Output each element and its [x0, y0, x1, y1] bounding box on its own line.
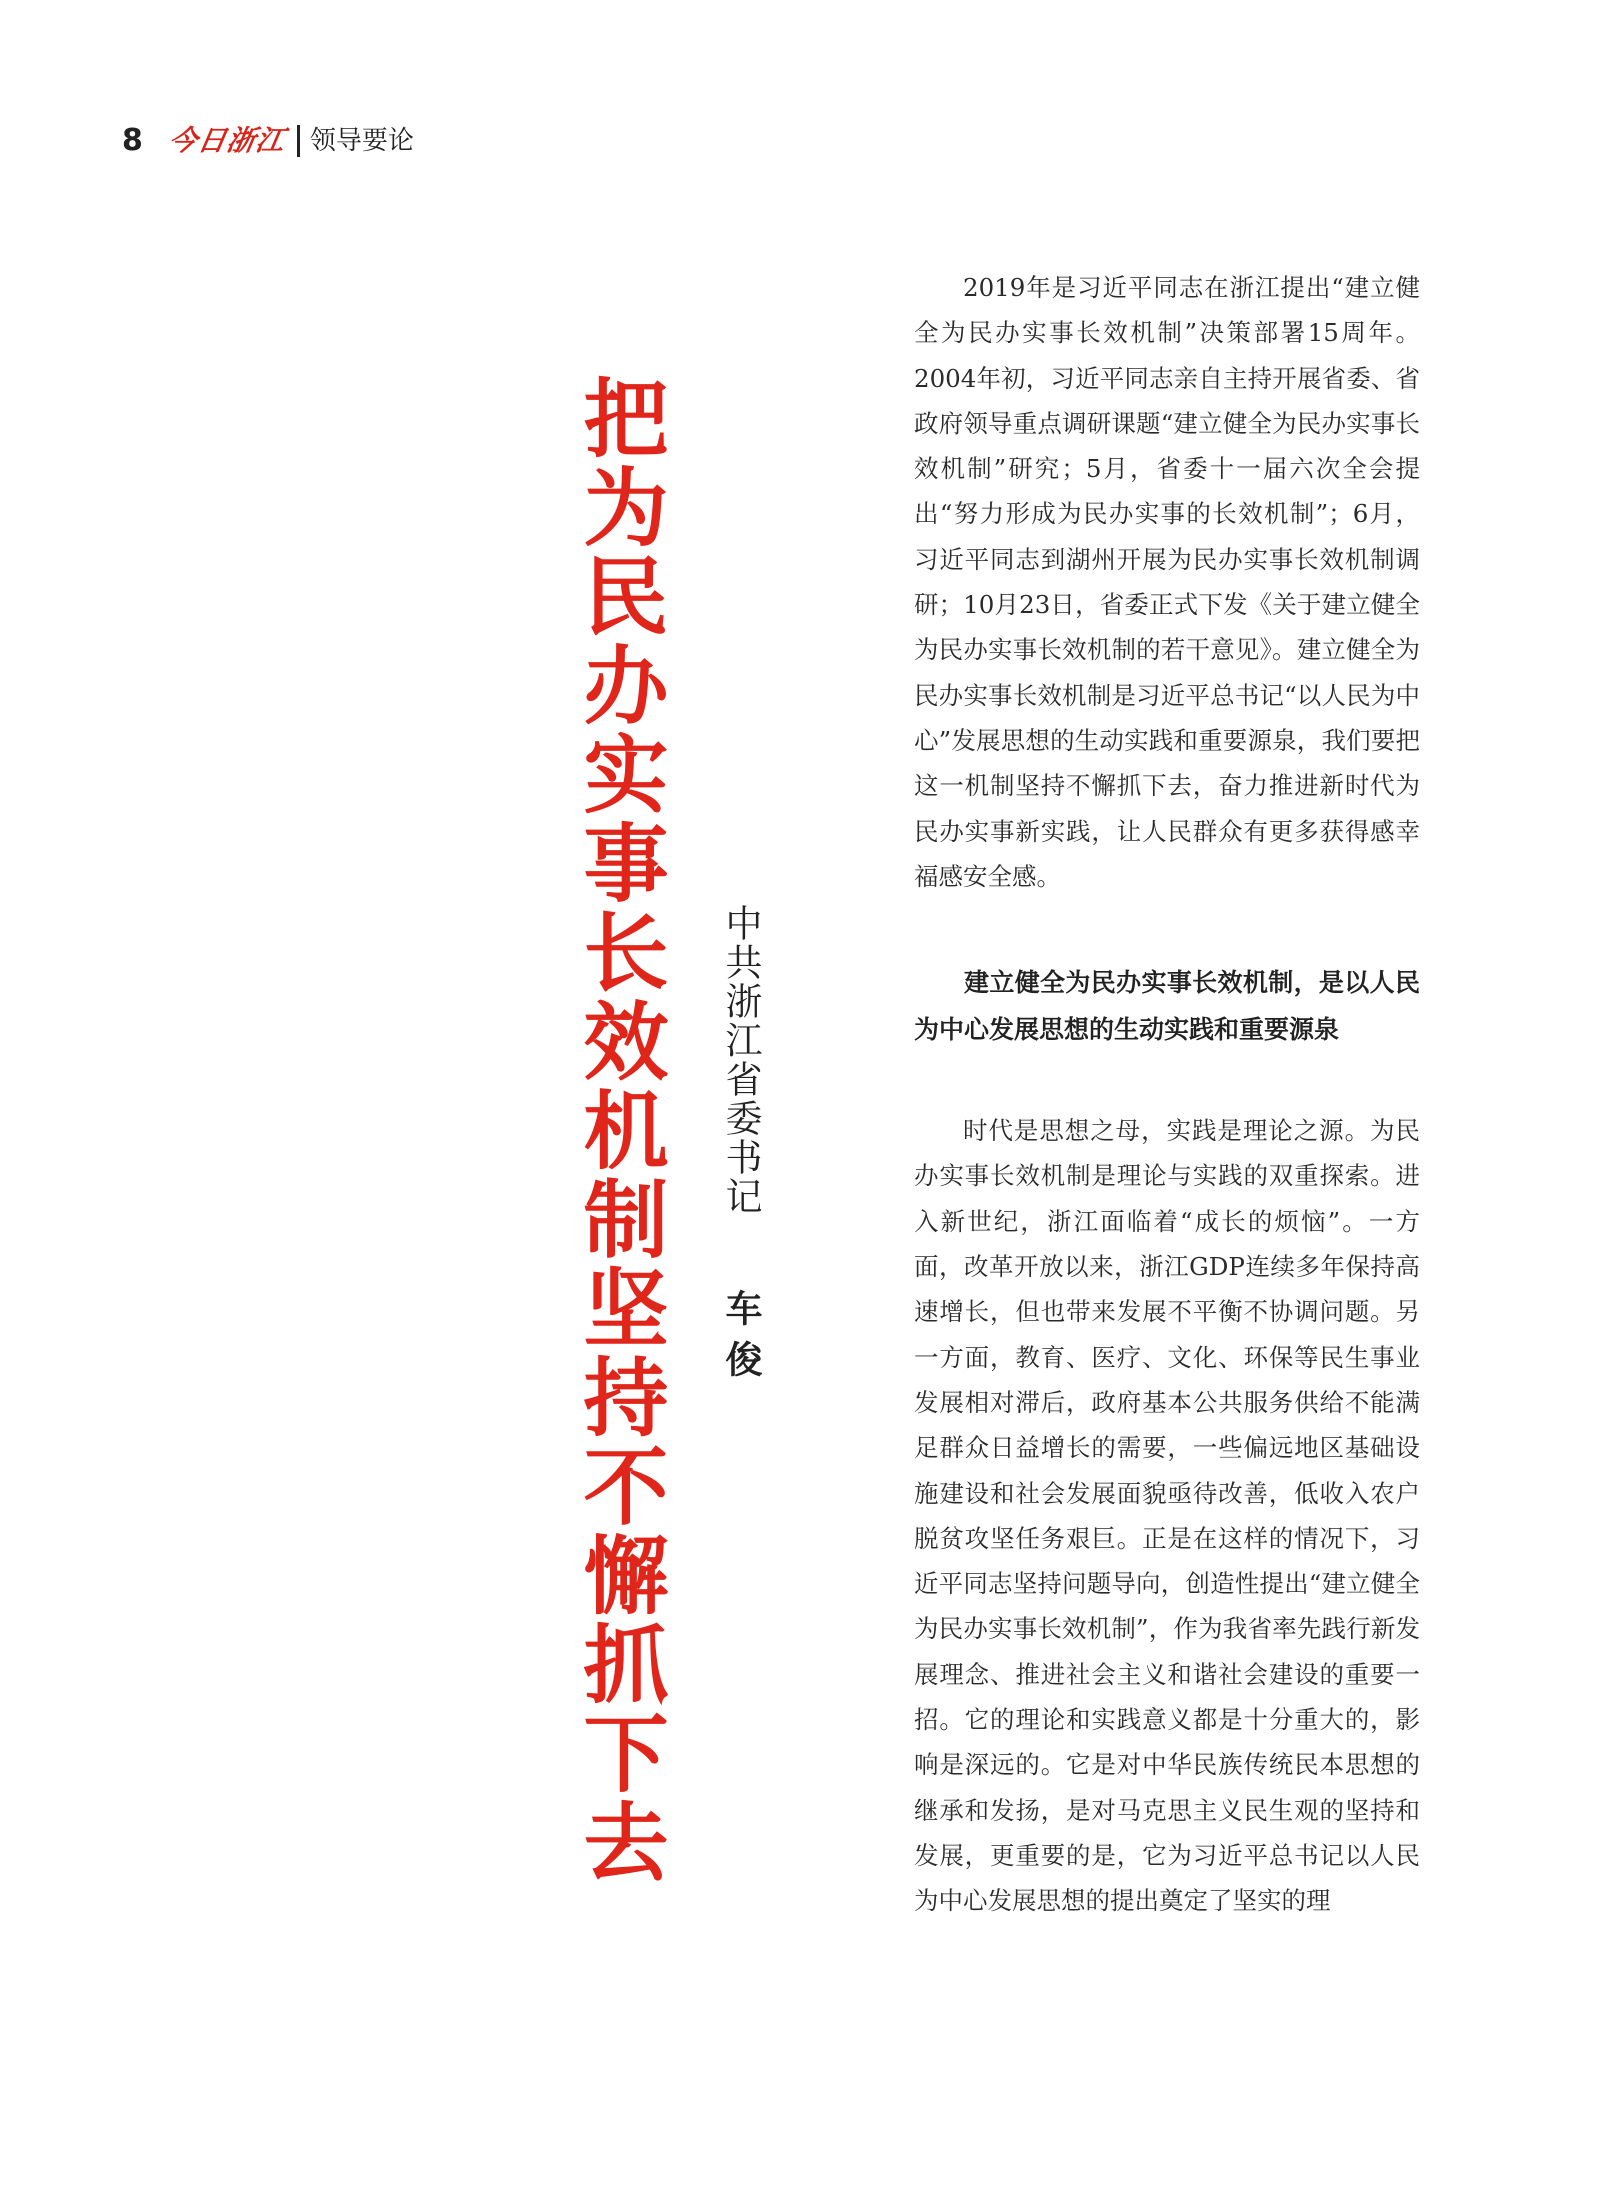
page-number: 8: [122, 123, 143, 158]
magazine-logo: 今日浙江: [166, 124, 288, 157]
intro-paragraph: 2019年是习近平同志在浙江提出“建立健全为民办实事长效机制”决策部署15周年。2004年初，习近平同志亲自主持开展省委、省政府领导重点调研课题“建立健全为民办实事长效机制”研究；5月，省委十一届六次全会提出“努力形成为民办实事的长效机制”；6月，习近平同志到湖州开展为民办实事长效机制调研；10月23日，省委正式下发《关于建立健全为民办实事长效机制的若干意见》。建立健全为民办实事长效机制是习近平总书记“以人民为中心”发展思想的生动实践和重要源泉，我们要把这一机制坚持不懈抓下去，奋力推进新时代为民办实事新实践，让人民群众有更多获得感幸福感安全感。: [914, 273, 1420, 891]
author-name: 车俊: [719, 1289, 762, 1391]
page-header: [122, 124, 414, 158]
body-paragraph: 时代是思想之母，实践是理论之源。为民办实事长效机制是理论与实践的双重探索。进入新世纪，浙江面临着“成长的烦恼”。一方面，改革开放以来，浙江GDP连续多年保持高速增长，但也带来发展不平衡不协调问题。另一方面，教育、医疗、文化、环保等民生事业发展相对滞后，政府基本公共服务供给不能满足群众日益增长的需要，一些偏远地区基础设施建设和社会发展面貌亟待改善，低收入农户脱贫攻坚任务艰巨。正是在这样的情况下，习近平同志坚持问题导向，创造性提出“建立健全为民办实事长效机制”，作为我省率先践行新发展理念、推进社会主义和谐社会建设的重要一招。它的理论和实践意义都是十分重大的，影响是深远的。它是对中华民族传统民本思想的继承和发扬，是对马克思主义民生观的坚持和发展，更重要的是，它为习近平总书记以人民为中心发展思想的提出奠定了坚实的理: [914, 1116, 1420, 1916]
article-body: [914, 265, 1420, 1924]
section-name: 领导要论: [309, 126, 414, 156]
header-divider: [297, 125, 300, 157]
section-subheading: 建立健全为民办实事长效机制，是以人民为中心发展思想的生动实践和重要源泉: [914, 968, 1420, 1045]
article-headline: 把为民办实事长效机制坚持不懈抓下去: [569, 374, 668, 1887]
author-position: 中共浙江省委书记: [719, 904, 762, 1216]
byline: [718, 904, 762, 1391]
